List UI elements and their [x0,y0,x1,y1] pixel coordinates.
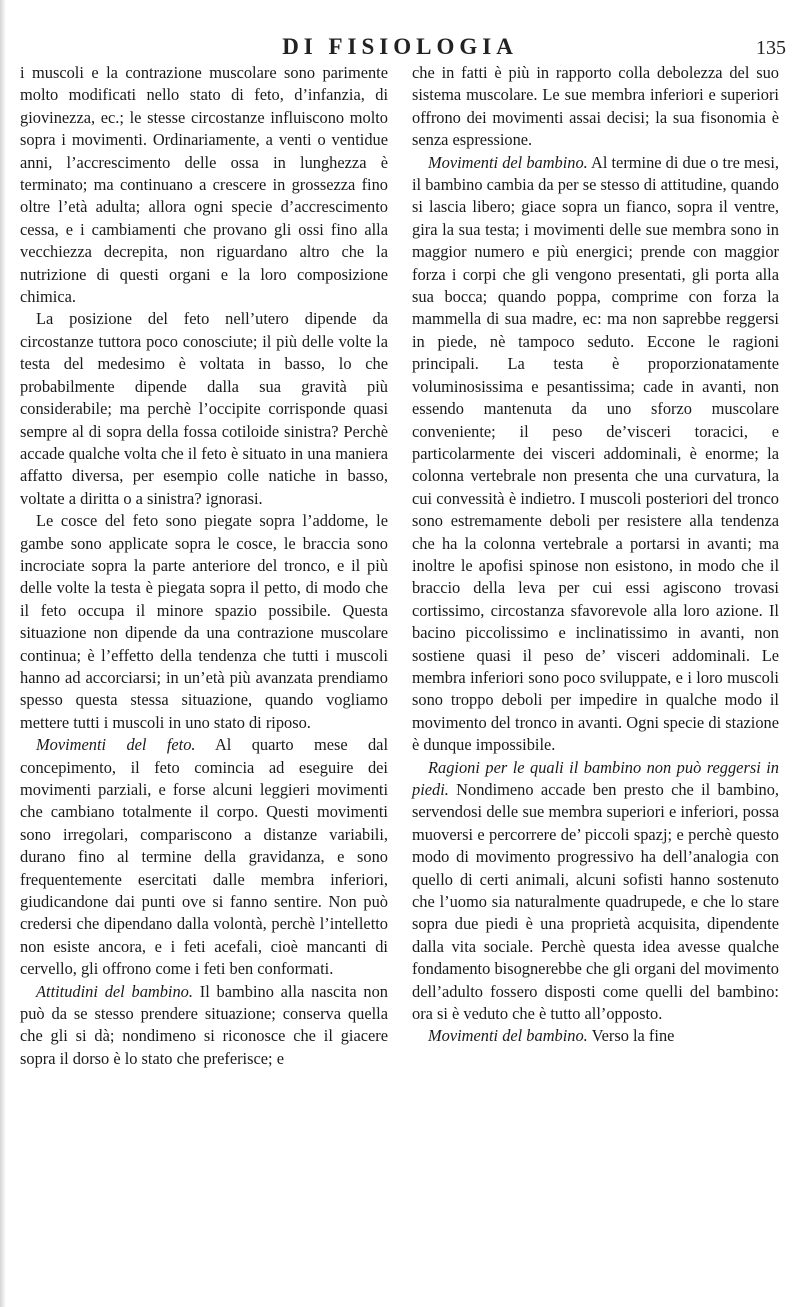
paragraph [412,757,779,1026]
page-number: 135 [756,37,786,59]
paragraph-text: che in fatti è più in rapporto colla debolezza del suo sistema muscolare. Le sue membra inferiori e superiori offrono dei movimenti assai decisi; la sua fisonomia è senza espressione. [412,63,779,150]
paragraph [412,152,779,757]
paragraph [412,1025,779,1047]
section-heading: Ragioni per le quali il bambino non può reggersi in piedi. [412,757,779,799]
paragraph [20,734,388,980]
paragraph-text: Nondimeno accade ben presto che il bambino, servendosi delle sue membra superiori e inferiori, possa muoversi e percorrere de’ piccoli spazj; e perchè questo modo di movimento progressivo ha dell’analogia con quello di certi animali, alcuni sofisti hanno sostenuto che l’uomo sia naturalmente quadrupede, e che lo stare sopra due piedi è una proprietà acquisita, dipendente dalla vita sociale. Perchè questa idea avesse qualche fondamento bisognerebbe che gli organi del movimento dell’adulto fossero disposti come quelli del bambino: ora si è veduto che è tutto all’opposto. [412,780,779,1024]
page-header [0,34,800,64]
paragraph-text: Al quarto mese dal concepimento, il feto comincia ad eseguire dei movimenti parziali, e forse alcuni leggieri movimenti che cambiano totalmente il corpo. Questi movimenti sono irregolari, compariscono a distanze variabili, durano fino al termine della gravidanza, e sono frequentemente esercitati dalle membra inferiori, giudicandone dai punti ove si fanno sentire. Non può credersi che dipendano dalla volontà, perchè l’intelletto non esiste ancora, e i feti acefali, cioè mancanti di cervello, gli offrono come i feti ben conformati. [20,735,388,979]
running-title: DI FISIOLOGIA [282,34,518,59]
paragraph [20,308,388,510]
paragraph [412,62,779,152]
paragraph-text: Il bambino alla nascita non può da se stesso prendere situazione; conserva quella che gli si dà; nondimeno si riconosce che il giacere sopra il dorso è lo stato che preferisce; e [20,981,388,1068]
paragraph-text: Al termine di due o tre mesi, il bambino cambia da per se stesso di attitudine, quando si lascia libero; giace sopra un fianco, sopra il ventre, gira la sua testa; i movimenti delle sue membra sono in maggior numero e più energici; prende con maggior forza i corpi che gli vengono presentati, gli porta alla sua bocca; quando poppa, comprime con forza la mammella di sua madre, ec: ma non saprebbe reggersi in piede, nè tampoco seduto. Eccone le ragioni principali. La testa è proporzionatamente voluminosissima e pesantissima; cade in avanti, non essendo mantenuta da uno sforzo muscolare conveniente; il peso de’visceri toracici, e particolarmente dei visceri addominali, è enorme; la colonna vertebrale non presenta che una curvatura, la cui convessità è indietro. I muscoli posteriori del tronco sono estremamente deboli per resistere alla tendenza che ha la colonna vertebrale a portarsi in avanti; ma inoltre le apofisi spinose non esistono, in modo che il braccio della leva per cui essi agiscono trovasi cortissimo, circostanza sfavorevole alla loro azione. Il bacino piccolissimo e inclinatissimo in avanti, non sostiene quasi il peso de’ visceri addominali. Le membra inferiori sono poco sviluppate, e i loro muscoli sono troppo deboli per impedire in qualche modo il movimento del tronco in avanti. Ogni specie di stazione è dunque impossibile. [412,152,780,755]
paragraph [20,981,388,1071]
paragraph-text: La posizione del feto nell’utero dipende da circostanze tuttora poco conosciute; il più delle volte la testa del medesimo è voltata in basso, lo che probabilmente dipende dalla sua gravità più considerabile; ma perchè l’occipite corrisponde quasi sempre al di sopra della fossa cotiloide sinistra? Perchè accade qualche volta che il feto è situato in una maniera affatto diversa, per esempio colle natiche in basso, voltate a diritta o a sinistra? ignorasi. [20,309,388,508]
section-heading: Movimenti del bambino. [428,1026,588,1046]
section-heading: Movimenti del feto. [36,735,196,755]
left-column [20,62,388,1070]
paragraph-text: i muscoli e la contrazione muscolare sono parimente molto modificati nello stato di feto, d’infanzia, di giovinezza, ec.; le stesse circostanze influiscono molto sopra i movimenti. Ordinariamente, a venti o ventidue anni, l’accrescimento delle ossa in lunghezza è terminato; ma continuano a crescere in grossezza fino oltre l’età adulta; allora ogni specie d’accrescimento cessa, e i cambiamenti che provano gli ossi fino alla vecchiezza decrepita, non riguardano altro che la nutrizione di questi organi e la loro composizione chimica. [20,63,388,307]
paragraph [20,62,388,308]
section-heading: Movimenti del bambino. [428,152,588,172]
paragraph-text: Le cosce del feto sono piegate sopra l’addome, le gambe sono applicate sopra le cosce, le braccia sono incrociate sopra la parte anteriore del tronco, e il più delle volte la testa è piegata sopra il petto, di modo che il feto occupa il minore spazio possibile. Questa situazione non dipende da una contrazione muscolare continua; è l’effetto della tendenza che tutti i muscoli hanno ad accorciarsi; in un’età più avanzata prendiamo spesso questa stessa situazione, quando vogliamo mettere tutti i muscoli in uno stato di riposo. [20,511,388,732]
section-heading: Attitudini del bambino. [36,981,193,1001]
paragraph [20,510,388,734]
right-column [412,62,779,1048]
paragraph-text: Verso la fine [587,1026,675,1046]
page-gutter-shadow [0,0,6,1307]
